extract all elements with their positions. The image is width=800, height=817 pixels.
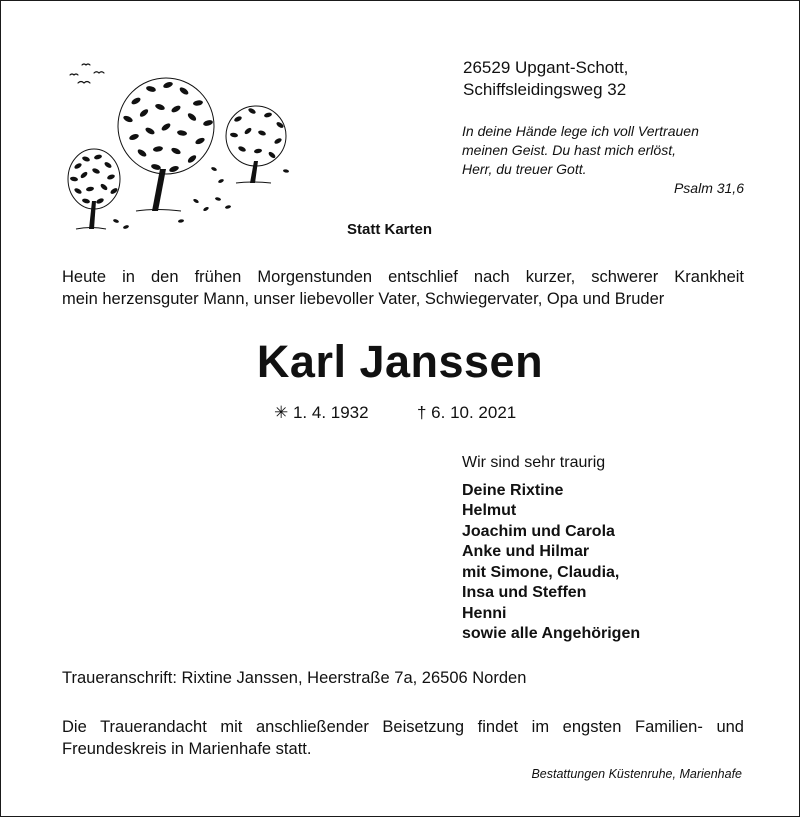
bible-verse	[462, 122, 744, 198]
intro-text	[62, 266, 744, 310]
address-line-1: 26529 Upgant-Schott,	[463, 58, 629, 77]
mourners-block	[462, 453, 640, 645]
mourner-name: mit Simone, Claudia,	[462, 563, 620, 581]
verse-line-3: Herr, du treuer Gott.	[462, 161, 587, 177]
verse-line-1: In deine Hände lege ich voll Vertrauen	[462, 123, 699, 139]
service-line-2: Freundeskreis in Marienhafe statt.	[62, 740, 312, 758]
intro-line-2: mein herzensguter Mann, unser liebevoller Vater, Schwiegervater, Opa und Bruder	[62, 290, 665, 308]
mourner-name: Henni	[462, 604, 507, 622]
mourner-name: Insa und Steffen	[462, 584, 587, 601]
death-date: † 6. 10. 2021	[417, 403, 517, 422]
mourner-name: Joachim und Carola	[462, 522, 615, 540]
verse-line-2: meinen Geist. Du hast mich erlöst,	[462, 142, 676, 158]
verse-reference: Psalm 31,6	[673, 180, 744, 196]
address-line-2: Schiffsleidingsweg 32	[463, 80, 627, 99]
mourning-address: Traueranschrift: Rixtine Janssen, Heerstraße 7a, 26506 Norden	[62, 669, 527, 687]
service-line-1: Die Trauerandacht mit anschließender Beisetzung findet im engsten Familien- und	[62, 718, 744, 736]
deceased-name: Karl Janssen	[256, 336, 544, 387]
service-info	[62, 716, 744, 760]
mourner-name: Deine Rixtine	[462, 481, 564, 499]
statt-karten-label: Statt Karten	[347, 221, 433, 238]
mourner-name: Helmut	[462, 502, 517, 519]
family-address	[463, 57, 628, 101]
mourners-names	[462, 481, 640, 645]
mourner-name: sowie alle Angehörigen	[462, 625, 641, 642]
birth-date: ✳ 1. 4. 1932	[274, 403, 369, 422]
life-dates	[274, 403, 517, 423]
windblown-trees-icon	[56, 61, 296, 241]
mourners-lead: Wir sind sehr traurig	[462, 454, 606, 471]
mourner-name: Anke und Hilmar	[462, 543, 590, 560]
funeral-home: Bestattungen Küstenruhe, Marienhafe	[531, 767, 742, 781]
intro-line-1: Heute in den frühen Morgenstunden entschlief nach kurzer, schwerer Krankheit	[62, 268, 744, 286]
